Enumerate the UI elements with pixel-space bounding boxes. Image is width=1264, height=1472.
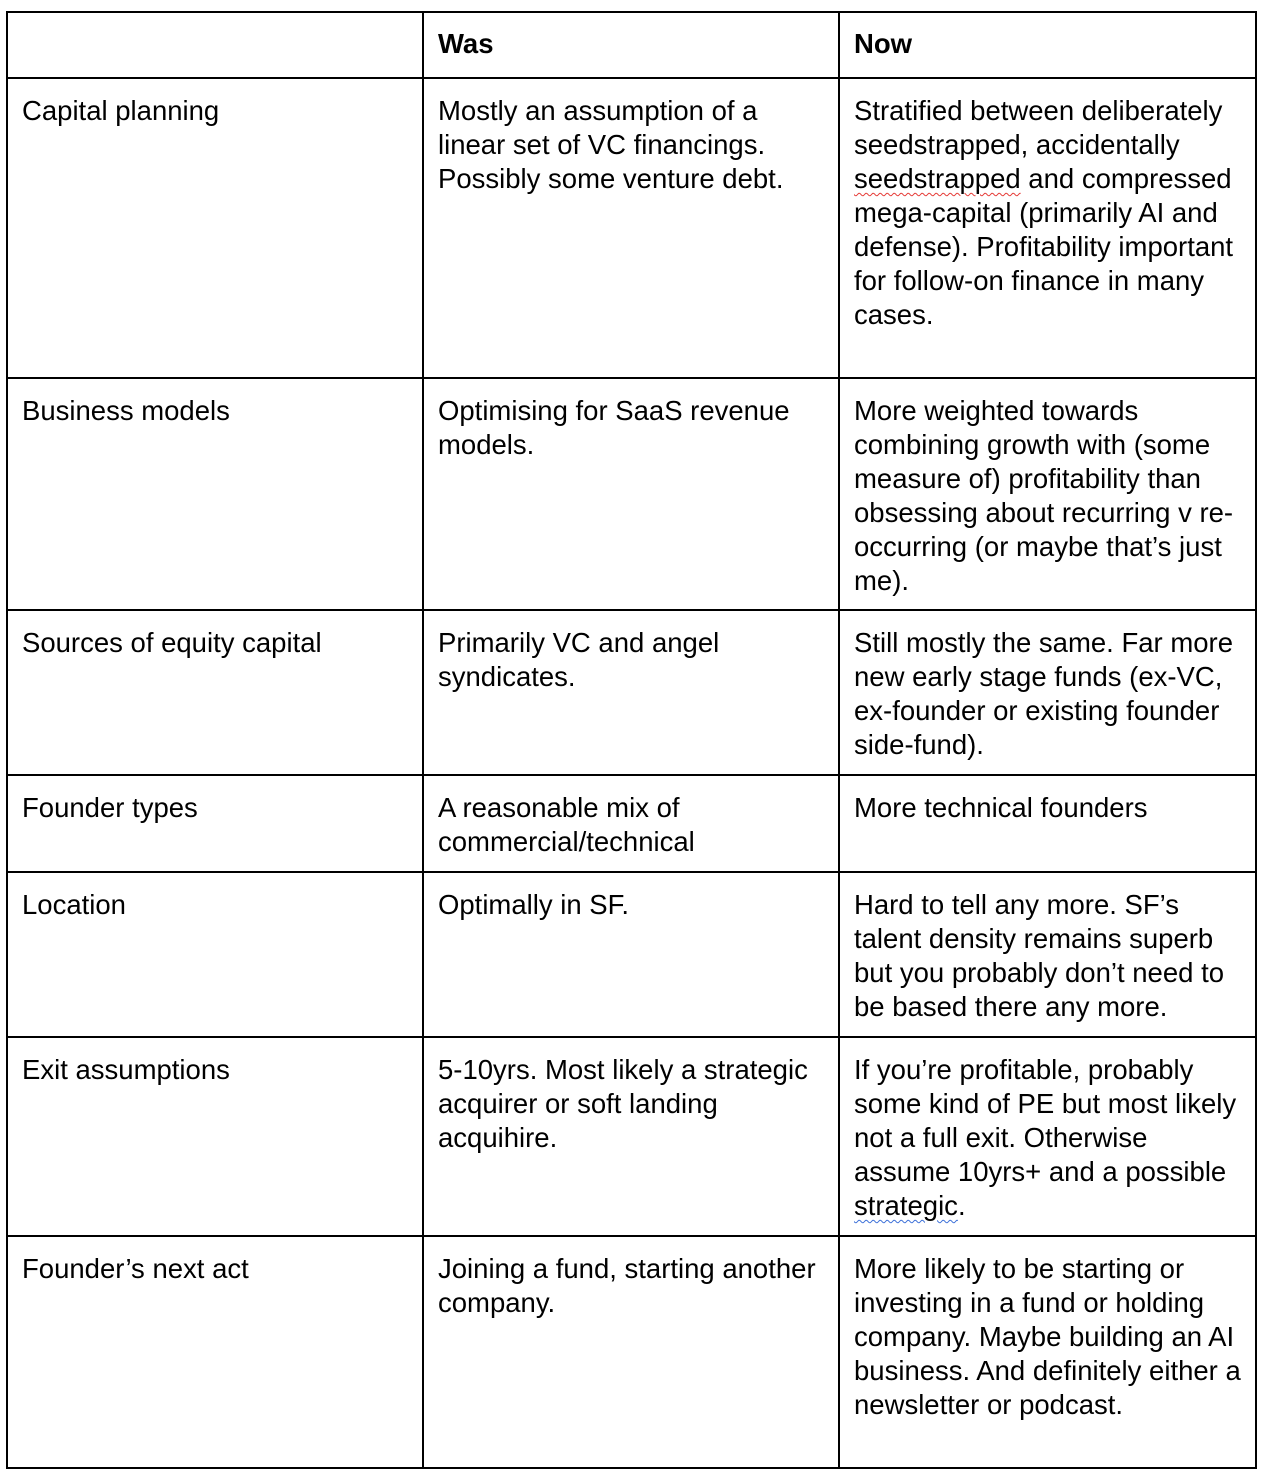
table-row — [7, 378, 1256, 610]
table-row — [7, 1236, 1256, 1468]
table-row — [7, 1037, 1256, 1236]
row-label-cell[interactable]: Founder types — [7, 775, 423, 872]
was-cell[interactable]: 5-10yrs. Most likely a strategic acquirer or soft landing acquihire. — [423, 1037, 839, 1236]
row-label-cell[interactable]: Exit assumptions — [7, 1037, 423, 1236]
now-cell[interactable] — [839, 1037, 1256, 1236]
now-text: and compressed mega-capital (primarily AI and defense). Profitability important for follow-on finance in many cases. — [854, 163, 1234, 330]
now-cell[interactable]: Hard to tell any more. SF’s talent density remains superb but you probably don’t need to be based there any more. — [839, 872, 1256, 1037]
header-cell-was[interactable]: Was — [423, 12, 839, 78]
comparison-table — [6, 11, 1257, 1469]
was-cell[interactable]: Primarily VC and angel syndicates. — [423, 610, 839, 775]
table-row — [7, 872, 1256, 1037]
row-label-cell[interactable]: Location — [7, 872, 423, 1037]
row-label-cell[interactable]: Capital planning — [7, 78, 423, 378]
now-cell[interactable]: More weighted towards combining growth with (some measure of) profitability than obsessing about recurring v re-occurring (or maybe that’s just me). — [839, 378, 1256, 610]
was-cell[interactable]: Mostly an assumption of a linear set of VC financings. Possibly some venture debt. — [423, 78, 839, 378]
grammar-flag[interactable]: strategic — [854, 1190, 958, 1221]
was-cell[interactable]: Joining a fund, starting another company. — [423, 1236, 839, 1468]
table-row — [7, 78, 1256, 378]
was-cell[interactable]: Optimally in SF. — [423, 872, 839, 1037]
now-text: If you’re profitable, probably some kind of PE but most likely not a full exit. Otherwise assume 10yrs+ and a possible — [854, 1054, 1237, 1187]
now-text: . — [957, 1190, 966, 1221]
now-cell[interactable]: More technical founders — [839, 775, 1256, 872]
now-cell[interactable]: Still mostly the same. Far more new early stage funds (ex-VC, ex-founder or existing founder side-fund). — [839, 610, 1256, 775]
table-row — [7, 610, 1256, 775]
row-label-cell[interactable]: Founder’s next act — [7, 1236, 423, 1468]
row-label-cell[interactable]: Sources of equity capital — [7, 610, 423, 775]
row-label-cell[interactable]: Business models — [7, 378, 423, 610]
was-cell[interactable]: Optimising for SaaS revenue models. — [423, 378, 839, 610]
now-cell[interactable] — [839, 78, 1256, 378]
now-cell[interactable]: More likely to be starting or investing in a fund or holding company. Maybe building an AI business. And definitely either a newsletter or podcast. — [839, 1236, 1256, 1468]
table-row — [7, 775, 1256, 872]
spelling-flag[interactable]: seedstrapped — [854, 163, 1021, 194]
header-cell-empty[interactable] — [7, 12, 423, 78]
now-text: Stratified between deliberately seedstrapped, accidentally — [854, 95, 1223, 160]
header-row — [7, 12, 1256, 78]
header-cell-now[interactable]: Now — [839, 12, 1256, 78]
was-cell[interactable]: A reasonable mix of commercial/technical — [423, 775, 839, 872]
